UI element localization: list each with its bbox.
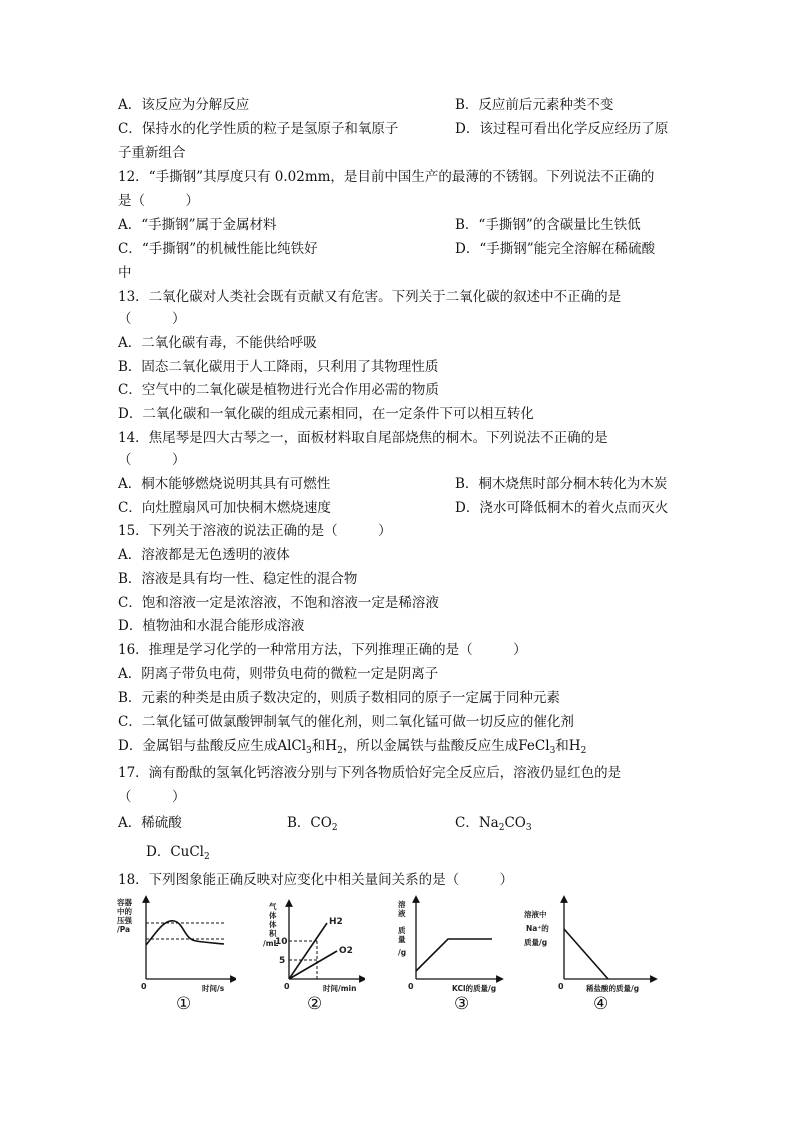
fig3-ylabel-1: 溶 [398, 900, 406, 909]
figure-2-gas-volume-graph [255, 893, 365, 993]
q12-option-b: B．“手撕钢”的含碳量比生铁低 [455, 217, 641, 233]
q15-option-d: D．植物油和水混合能形成溶液 [118, 618, 305, 634]
fig4-line [564, 929, 608, 979]
fig1-xlabel: 时间/s [202, 984, 225, 993]
q16-option-d [118, 737, 586, 755]
q17-c-sub-1: 2 [498, 823, 505, 833]
q16-d-text-2: ，所以金属铁与盐酸反应生成 [342, 738, 519, 754]
fig2-ylabel-2: 体 [269, 911, 277, 920]
fig1-curve [146, 921, 224, 945]
q15-option-b: B．溶液是具有均一性、稳定性的混合物 [118, 571, 358, 587]
fig3-ylabel-5: /g [398, 948, 407, 957]
figure-1-pressure-graph [116, 893, 236, 993]
q16-d-sub-1: 3 [306, 746, 312, 756]
q16-d-formula-fecl: FeCl [518, 738, 550, 754]
q16-d-formula-h2: H [325, 738, 338, 754]
q16-d-and-2: 和 [555, 738, 569, 754]
q16-d-text-1: D．金属铝与盐酸反应生成 [118, 738, 278, 754]
q12-option-c: C．“手撕钢”的机械性能比纯铁好 [118, 241, 318, 257]
figure-3-solution-mass-graph [394, 893, 504, 993]
q12-stem-cont: 是（ ） [118, 193, 199, 209]
q16-d-sub-3: 3 [549, 746, 556, 756]
fig3-origin: 0 [408, 982, 414, 991]
fig2-origin: 0 [284, 982, 290, 991]
q17-d-text: D．CuCl [146, 844, 204, 860]
q12-option-d: D．“手撕钢”能完全溶解在稀硫酸 [455, 241, 656, 257]
figure-1-number: ① [176, 994, 192, 1014]
q12-option-a: A．“手撕钢”属于金属材料 [118, 217, 277, 233]
fig3-xlabel: KCl的质量/g [452, 984, 497, 993]
fig2-xlabel: 时间/min [323, 984, 357, 993]
q17-stem-cont: （ ） [118, 789, 186, 805]
fig1-ylabel-2: 中的 [117, 907, 132, 916]
q14-option-c: C．向灶膛扇风可加快桐木燃烧速度 [118, 500, 331, 516]
fig3-ylabel-4: 量 [398, 935, 406, 944]
fig4-ylabel-2: Na⁺的 [526, 924, 549, 933]
q15-stem: 15．下列关于溶液的说法正确的是（ ） [118, 523, 392, 539]
fig4-origin: 0 [558, 982, 564, 991]
fig4-ylabel-3: 质量/g [524, 938, 548, 947]
fig1-origin: 0 [141, 982, 147, 991]
q17-option-c [455, 814, 532, 832]
figure-4-number: ④ [593, 994, 609, 1014]
fig2-tick-10: 10 [275, 937, 288, 947]
fig2-line-o2 [289, 951, 337, 979]
figure-3-number: ③ [454, 994, 470, 1014]
q16-d-sub-4: 2 [580, 746, 587, 756]
q14-option-d: D．浇水可降低桐木的着火点而灭火 [455, 500, 669, 516]
q14-option-a: A．桐木能够燃烧说明其具有可燃性 [118, 476, 331, 492]
q16-option-a: A．阴离子带负电荷，则带负电荷的微粒一定是阴离子 [118, 666, 439, 682]
figure-4-sodium-ion-graph [520, 893, 660, 993]
fig3-ylabel-3: 质 [398, 926, 406, 935]
fig2-ylabel-1: 气 [269, 902, 277, 911]
q17-b-sub: 2 [331, 823, 338, 833]
fig2-tick-5: 5 [279, 956, 286, 966]
q15-option-a: A．溶液都是无色透明的液体 [118, 547, 290, 563]
fig1-ylabel-3: 压强 [117, 916, 132, 925]
q17-c-text-2: CO [504, 815, 526, 831]
q11-option-b: B．反应前后元素种类不变 [455, 97, 614, 113]
fig2-ylabel-4: 积 [269, 929, 277, 938]
q17-d-sub: 2 [204, 852, 210, 862]
q16-d-formula-h2-b: H [568, 738, 581, 754]
q16-option-b: B．元素的种类是由质子数决定的，则质子数相同的原子一定属于同种元素 [118, 690, 560, 706]
q12-option-d-cont: 中 [118, 265, 132, 281]
q13-stem: 13．二氧化碳对人类社会既有贡献又有危害。下列关于二氧化碳的叙述中不正确的是 [118, 289, 622, 305]
q17-c-sub-2: 3 [525, 823, 532, 833]
q17-c-text: C．Na [455, 815, 499, 831]
q14-stem-cont: （ ） [118, 452, 186, 468]
q15-option-c: C．饱和溶液一定是浓溶液，不饱和溶液一定是稀溶液 [118, 595, 439, 611]
q17-option-a: A．稀硫酸 [118, 815, 182, 831]
q11-option-d-cont: 子重新组合 [118, 145, 186, 161]
fig2-ylabel-5: /mL [263, 939, 279, 948]
fig1-ylabel-1: 容器 [117, 898, 132, 907]
fig4-ylabel-1: 溶液中 [524, 910, 547, 919]
q14-stem: 14．焦尾琴是四大古琴之一，面板材料取自尾部烧焦的桐木。下列说法不正确的是 [118, 430, 608, 446]
q11-option-a: A．该反应为分解反应 [118, 97, 250, 113]
q17-option-b [287, 814, 338, 832]
fig2-label-o2: O2 [339, 946, 353, 956]
q13-stem-cont: （ ） [118, 311, 186, 327]
q13-option-b: B．固态二氧化碳用于人工降雨，只利用了其物理性质 [118, 359, 439, 375]
q11-option-c: C．保持水的化学性质的粒子是氢原子和氧原子 [118, 121, 399, 137]
fig4-xlabel: 稀盐酸的质量/g [586, 984, 640, 993]
q12-stem: 12．“手撕钢”其厚度只有 0.02mm，是目前中国生产的最薄的不锈钢。下列说法不正确的 [118, 169, 655, 185]
q17-stem: 17．滴有酚酞的氢氧化钙溶液分别与下列各物质恰好完全反应后，溶液仍显红色的是 [118, 765, 622, 781]
q13-option-c: C．空气中的二氧化碳是植物进行光合作用必需的物质 [118, 382, 439, 398]
fig3-ylabel-2: 液 [398, 909, 406, 918]
q14-option-b: B．桐木烧焦时部分桐木转化为木炭 [455, 476, 668, 492]
q16-d-and-1: 和 [311, 738, 326, 754]
q13-option-a: A．二氧化碳有毒，不能供给呼吸 [118, 335, 317, 351]
fig1-ylabel-4: /Pa [117, 925, 131, 934]
q18-stem: 18．下列图象能正确反映对应变化中相关量间关系的是（ ） [118, 872, 514, 888]
q13-option-d: D．二氧化碳和一氧化碳的组成元素相同，在一定条件下可以相互转化 [118, 406, 534, 422]
fig3-curve [416, 939, 492, 971]
q17-option-d [146, 843, 210, 861]
fig2-line-h2 [289, 923, 327, 979]
q16-d-sub-2: 2 [337, 746, 343, 756]
q17-b-text: B．CO [287, 815, 332, 831]
q16-stem: 16．推理是学习化学的一种常用方法，下列推理正确的是（ ） [118, 642, 527, 658]
q11-option-d: D．该过程可看出化学反应经历了原 [455, 121, 669, 137]
figure-2-number: ② [307, 994, 323, 1014]
fig2-label-h2: H2 [329, 917, 343, 927]
q16-option-c: C．二氧化锰可做氯酸钾制氧气的催化剂，则二氧化锰可做一切反应的催化剂 [118, 714, 574, 730]
fig2-ylabel-3: 体 [269, 920, 277, 929]
q16-d-formula-alcl: AlCl [277, 738, 307, 754]
